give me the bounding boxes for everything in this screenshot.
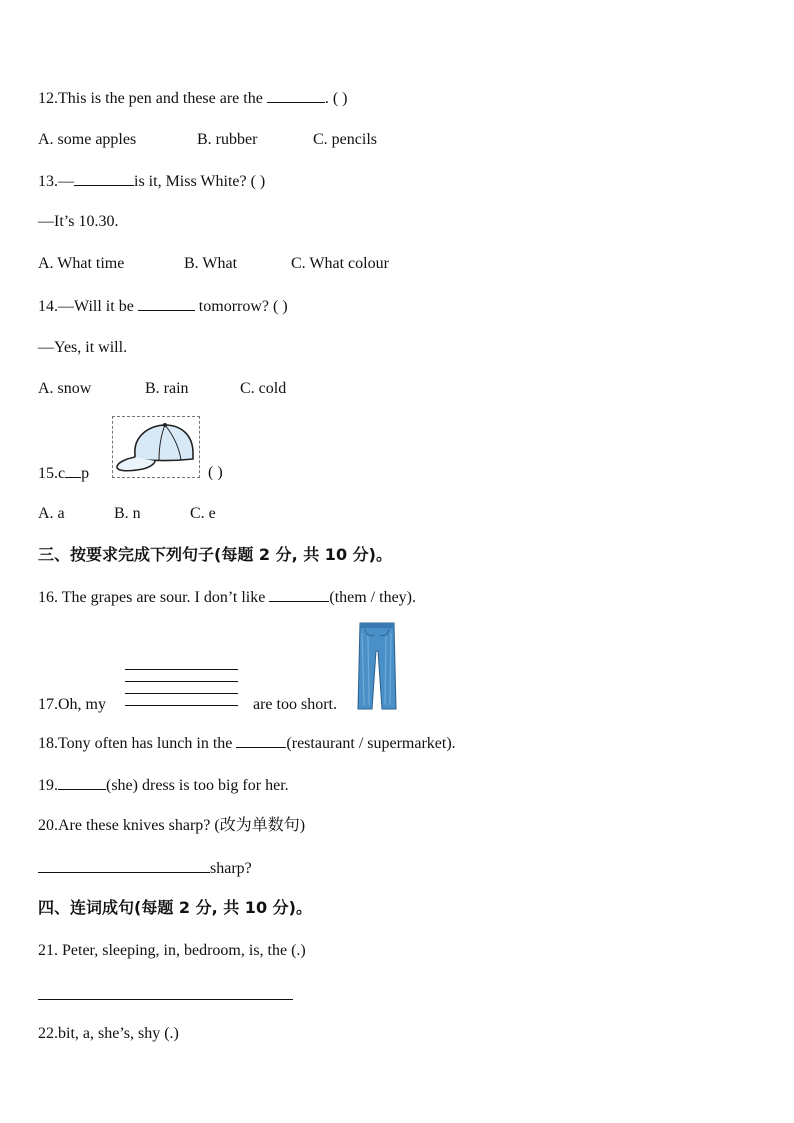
question-22: 22.bit, a, she’s, shy (.) (38, 1025, 179, 1042)
q20-answer-line (38, 858, 252, 879)
q15-option-c[interactable]: C. e (190, 505, 216, 522)
cap-icon (112, 416, 200, 478)
question-12 (38, 88, 347, 109)
q19-suffix: (she) dress is too big for her. (106, 777, 289, 794)
q19-blank[interactable] (58, 775, 106, 790)
q15-blank[interactable] (65, 463, 81, 478)
q16-suffix: (them / they). (329, 589, 416, 606)
q12-options (38, 130, 377, 150)
q20-answer-suffix: sharp? (210, 860, 252, 877)
q16-blank[interactable] (269, 587, 329, 602)
q15-option-b[interactable]: B. n (114, 505, 141, 522)
q12-blank[interactable] (267, 88, 325, 103)
q21-answer-line[interactable] (38, 999, 293, 1000)
q13-option-b[interactable]: B. What (184, 255, 238, 272)
question-14 (38, 296, 288, 317)
q14-suffix: tomorrow? ( ) (194, 298, 288, 315)
q14-option-b[interactable]: B. rain (145, 380, 189, 397)
q14-prefix: 14.—Will it be (38, 298, 138, 315)
q14-option-a[interactable]: A. snow (38, 380, 92, 397)
question-21: 21. Peter, sleeping, in, bedroom, is, the (.) (38, 942, 306, 959)
question-20: 20.Are these knives sharp? (改为单数句) (38, 817, 306, 834)
jeans-icon (356, 621, 398, 711)
q18-suffix: (restaurant / supermarket). (286, 735, 456, 752)
q14-options (38, 379, 286, 399)
q12-prefix: 12.This is the pen and these are the (38, 90, 267, 107)
q15-paren: ( ) (208, 464, 223, 481)
q12-option-a[interactable]: A. some apples (38, 131, 137, 148)
question-19 (38, 775, 289, 796)
q13-option-c[interactable]: C. What colour (291, 255, 389, 272)
q13-options (38, 254, 389, 274)
q17-suffix: are too short. (253, 696, 337, 713)
q15-suffix: p (81, 465, 90, 482)
q14-blank[interactable] (138, 296, 195, 311)
q18-prefix: 18.Tony often has lunch in the (38, 735, 237, 752)
q16-prefix: 16. The grapes are sour. I don’t like (38, 589, 270, 606)
q15-option-a[interactable]: A. a (38, 505, 65, 522)
q13-option-a[interactable]: A. What time (38, 255, 125, 272)
q18-blank[interactable] (236, 733, 286, 748)
q17-writing-lines[interactable] (125, 669, 238, 717)
q17-prefix: 17.Oh, my (38, 696, 106, 713)
question-18 (38, 733, 456, 754)
question-15 (38, 463, 89, 484)
q13-prefix: 13.— (38, 173, 74, 190)
q14-answer: —Yes, it will. (38, 339, 128, 356)
question-16 (38, 587, 416, 608)
q20-blank[interactable] (38, 858, 210, 873)
q12-option-c[interactable]: C. pencils (313, 131, 377, 148)
q12-option-b[interactable]: B. rubber (197, 131, 258, 148)
q13-suffix: is it, Miss White? ( ) (134, 173, 266, 190)
q13-blank[interactable] (74, 171, 134, 186)
q15-options (38, 504, 216, 524)
q19-prefix: 19. (38, 777, 58, 794)
question-13 (38, 171, 265, 192)
q13-answer: —It’s 10.30. (38, 213, 119, 230)
q14-option-c[interactable]: C. cold (240, 380, 287, 397)
section-3-heading: 三、按要求完成下列句子(每题 2 分, 共 10 分)。 (38, 545, 392, 564)
q12-suffix: . ( ) (324, 90, 348, 107)
section-4-heading: 四、连词成句(每题 2 分, 共 10 分)。 (38, 898, 312, 917)
q15-prefix: 15.c (38, 465, 66, 482)
